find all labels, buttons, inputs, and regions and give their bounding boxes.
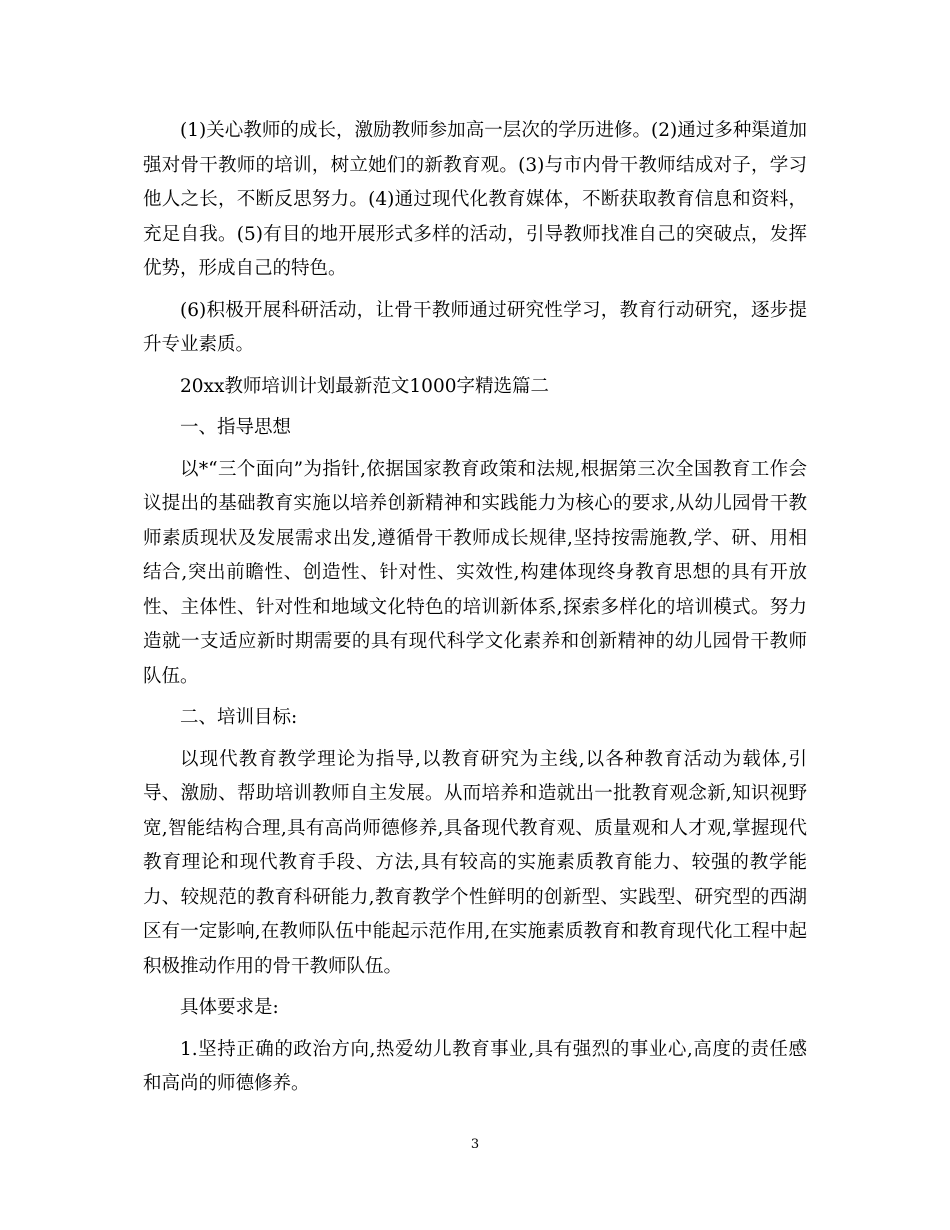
paragraph-2: (6)积极开展科研活动，让骨干教师通过研究性学习，教育行动研究，逐步提升专业素质。: [143, 299, 807, 355]
heading-specific-requirements: 具体要求是:: [180, 997, 279, 1018]
heading-training-goals: 二、培训目标:: [180, 707, 298, 728]
paragraph-guiding-ideology: 以*“三个面向”为指针,依据国家教育政策和法规,根据第三次全国教育工作会议提出的基础教育实施以培养创新精神和实践能力为核心的要求,从幼儿园骨干教师素质现状及发展需求出发,遵循骨干教师成长规律,坚持按需施教,学、研、用相结合,突出前瞻性、创造性、针对性、实效性,构建体现终身教育思想的具有开放性、主体性、针对性和地域文化特色的培训新体系,探索多样化的培训模式。努力造就一支适应新时期需要的具有现代科学文化素养和创新精神的幼儿园骨干教师队伍。: [143, 458, 807, 687]
page-number: 3: [470, 1137, 480, 1152]
paragraph-1: (1)关心教师的成长，激励教师参加高一层次的学历进修。(2)通过多种渠道加强对骨干教师的培训，树立她们的新教育观。(3)与市内骨干教师结成对子，学习他人之长，不断反思努力。(4)通过现代化教育媒体，不断获取教育信息和资料，充足自我。(5)有目的地开展形式多样的活动，引导教师找准自己的突破点，发挥优势，形成自己的特色。: [143, 120, 807, 279]
paragraph-requirement-1: 1.坚持正确的政治方向,热爱幼儿教育事业,具有强烈的事业心,高度的责任感和高尚的师德修养。: [143, 1038, 807, 1094]
paragraph-training-goals: 以现代教育教学理论为指导,以教育研究为主线,以各种教育活动为载体,引导、激励、帮助培训教师自主发展。从而培养和造就出一批教育观念新,知识视野宽,智能结构合理,具有高尚师德修养,具备现代教育观、质量观和人才观,掌握现代教育理论和现代教育手段、方法,具有较高的实施素质教育能力、较强的教学能力、较规范的教育科研能力,教育教学个性鲜明的创新型、实践型、研究型的西湖区有一定影响,在教师队伍中能起示范作用,在实施素质教育和教育现代化工程中起积极推动作用的骨干教师队伍。: [143, 748, 807, 977]
section-title: 20xx教师培训计划最新范文1000字精选篇二: [180, 375, 549, 397]
document-body: [143, 114, 807, 1109]
heading-guiding-ideology: 一、指导思想: [180, 417, 292, 438]
